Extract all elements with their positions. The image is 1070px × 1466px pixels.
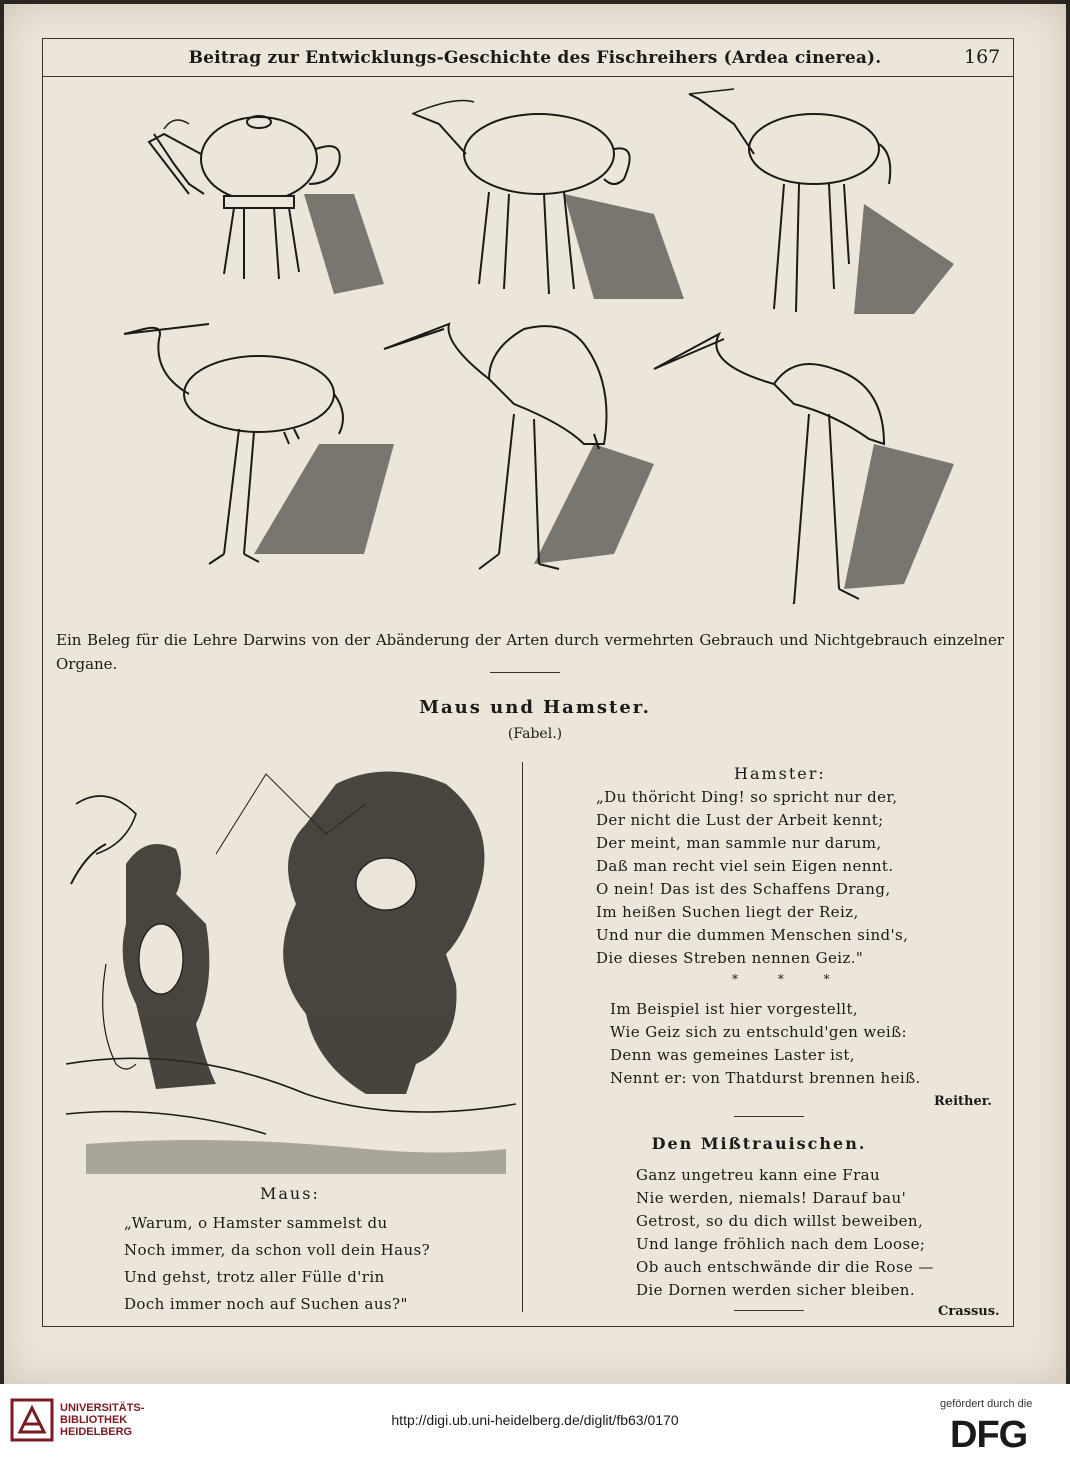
dfg-logo: DFG: [950, 1414, 1028, 1456]
fable-author: Reither.: [934, 1094, 992, 1109]
hamster-line: Und nur die dummen Menschen sind's,: [596, 926, 909, 944]
mouse-line: „Warum, o Hamster sammelst du: [124, 1214, 388, 1232]
second-poem-line: Die Dornen werden sicher bleiben.: [636, 1281, 916, 1299]
running-head-title: Beitrag zur Entwicklungs-Geschichte des Fischreihers (Ardea cinerea).: [188, 48, 882, 68]
library-name-line: UNIVERSITÄTS-: [60, 1402, 145, 1414]
moral-line: Im Beispiel ist hier vorgestellt,: [610, 1000, 859, 1018]
moral-verse: [610, 998, 921, 1090]
hamster-line: Die dieses Streben nennen Geiz.": [596, 949, 864, 967]
page-number: 167: [964, 46, 1001, 68]
moral-line: Wie Geiz sich zu entschuld'gen weiß:: [610, 1023, 907, 1041]
second-poem-author: Crassus.: [938, 1304, 1000, 1319]
column-divider: [522, 762, 523, 1312]
frame-bottom-rule: [42, 1326, 1014, 1327]
second-poem-line: Getrost, so du dich willst beweiben,: [636, 1212, 924, 1230]
figure-caption: Ein Beleg für die Lehre Darwins von der Abänderung der Arten durch vermehrten Gebrauch und Nichtgebrauch einzelner Organe.: [56, 631, 1004, 673]
library-name-line: BIBLIOTHEK: [60, 1414, 128, 1426]
end-divider: [734, 1310, 804, 1311]
fable-subtitle: (Fabel.): [507, 726, 563, 742]
header-rule: [42, 76, 1014, 77]
section-divider: [490, 672, 560, 673]
hamster-line: „Du thöricht Ding! so spricht nur der,: [596, 788, 898, 806]
second-poem-line: Ob auch entschwände dir die Rose —: [636, 1258, 934, 1276]
fable-title: Maus und Hamster.: [419, 697, 651, 718]
moral-line: Denn was gemeines Laster ist,: [610, 1046, 855, 1064]
second-poem-title: Den Mißtrauischen.: [651, 1134, 867, 1153]
mouse-line: Noch immer, da schon voll dein Haus?: [124, 1241, 431, 1259]
mouse-speaker: Maus:: [260, 1184, 320, 1203]
hamster-line: Im heißen Suchen liegt der Reiz,: [596, 903, 859, 921]
stars-separator: * * *: [732, 972, 848, 986]
second-poem-line: Nie werden, niemals! Darauf bau': [636, 1189, 907, 1207]
mouse-line: Doch immer noch auf Suchen aus?": [124, 1295, 408, 1313]
digital-library-footer: [0, 1384, 1070, 1466]
second-poem-line: Ganz ungetreu kann eine Frau: [636, 1166, 881, 1184]
second-poem-line: Und lange fröhlich nach dem Loose;: [636, 1235, 926, 1253]
scanned-page: [4, 4, 1066, 1384]
moral-line: Nennt er: von Thatdurst brennen heiß.: [610, 1069, 921, 1087]
mouse-verse: [124, 1210, 430, 1318]
hamster-line: Der nicht die Lust der Arbeit kennt;: [596, 811, 884, 829]
second-poem-verse: [636, 1164, 934, 1302]
hamster-line: O nein! Das ist des Schaffens Drang,: [596, 880, 891, 898]
funding-note: gefördert durch die: [940, 1398, 1033, 1410]
hamster-line: Der meint, man sammle nur darum,: [596, 834, 882, 852]
heron-evolution-illustration: [94, 84, 994, 604]
hamster-verse: [596, 786, 908, 970]
hamster-speaker: Hamster:: [734, 764, 826, 783]
mouse-and-hamster-illustration: [66, 764, 516, 1174]
mouse-line: Und gehst, trotz aller Fülle d'rin: [124, 1268, 385, 1286]
hamster-line: Daß man recht viel sein Eigen nennt.: [596, 857, 894, 875]
poem-divider: [734, 1116, 804, 1117]
permalink-url[interactable]: http://digi.ub.uni-heidelberg.de/diglit/fb63/0170: [391, 1412, 679, 1428]
library-name-line: HEIDELBERG: [60, 1426, 133, 1438]
